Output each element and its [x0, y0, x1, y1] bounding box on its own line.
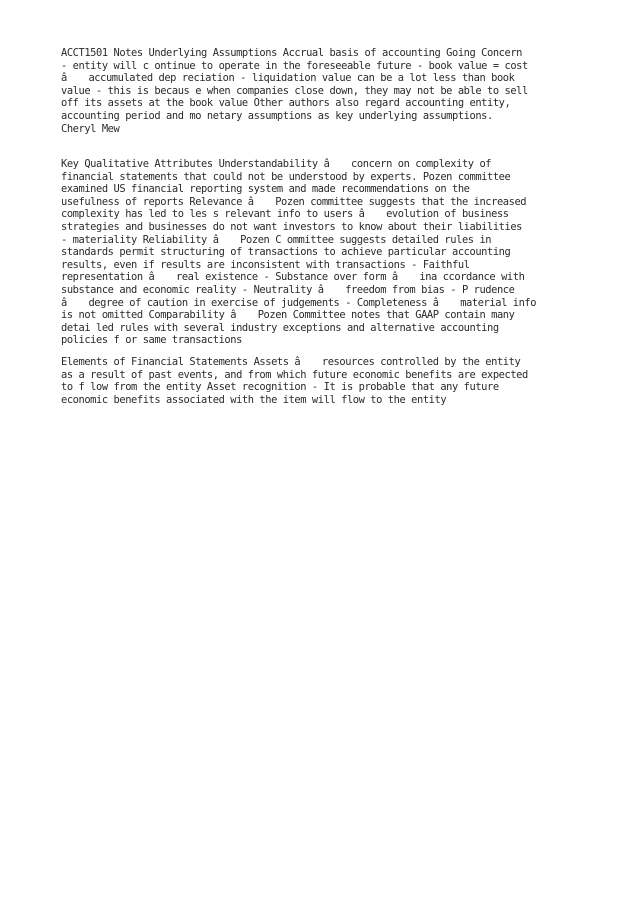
paragraph-elements-of-financial-statements: Elements of Financial Statements Assets â resources controlled by the entity as a result of past events, and from which future economic benefits are expected to f low from the entity Asset recognition - It is probable that any future economic benefits associated with the item will flow to the entity	[61, 356, 528, 406]
paragraph-underlying-assumptions: ACCT1501 Notes Underlying Assumptions Accrual basis of accounting Going Concern - entity will c ontinue to operate in the foreseeable future - book value = cost â accumulated dep reciation - liquidation value can be a lot less than book value - this is becaus e when companies close down, they may not be able to sell off its assets at the book value Other authors also regard accounting entity, accounting period and mo netary assumptions as key underlying assumptions. Cheryl Mew	[61, 47, 528, 135]
paragraph-qualitative-attributes: Key Qualitative Attributes Understandability â concern on complexity of financial statements that could not be understood by experts. Pozen committee examined US financial reporting system and made recommendations on the usefulness of reports Relevance â Pozen committee suggests that the increased complexity has led to les s relevant info to users â evolution of business strategies and businesses do not want investors to know about their liabilities - materiality Reliability â Pozen C ommittee suggests detailed rules in standards permit structuring of transactions to achieve particular accounting results, even if results are inconsistent with transactions - Faithful representation â real existence - Substance over form â ina ccordance with substance and economic reality - Neutrality â freedom from bias - P rudence â degree of caution in exercise of judgements - Completeness â material info is not omitted Comparability â Pozen Committee notes that GAAP contain many detai led rules with several industry exceptions and alternative accounting policies f or same transactions	[61, 158, 537, 347]
